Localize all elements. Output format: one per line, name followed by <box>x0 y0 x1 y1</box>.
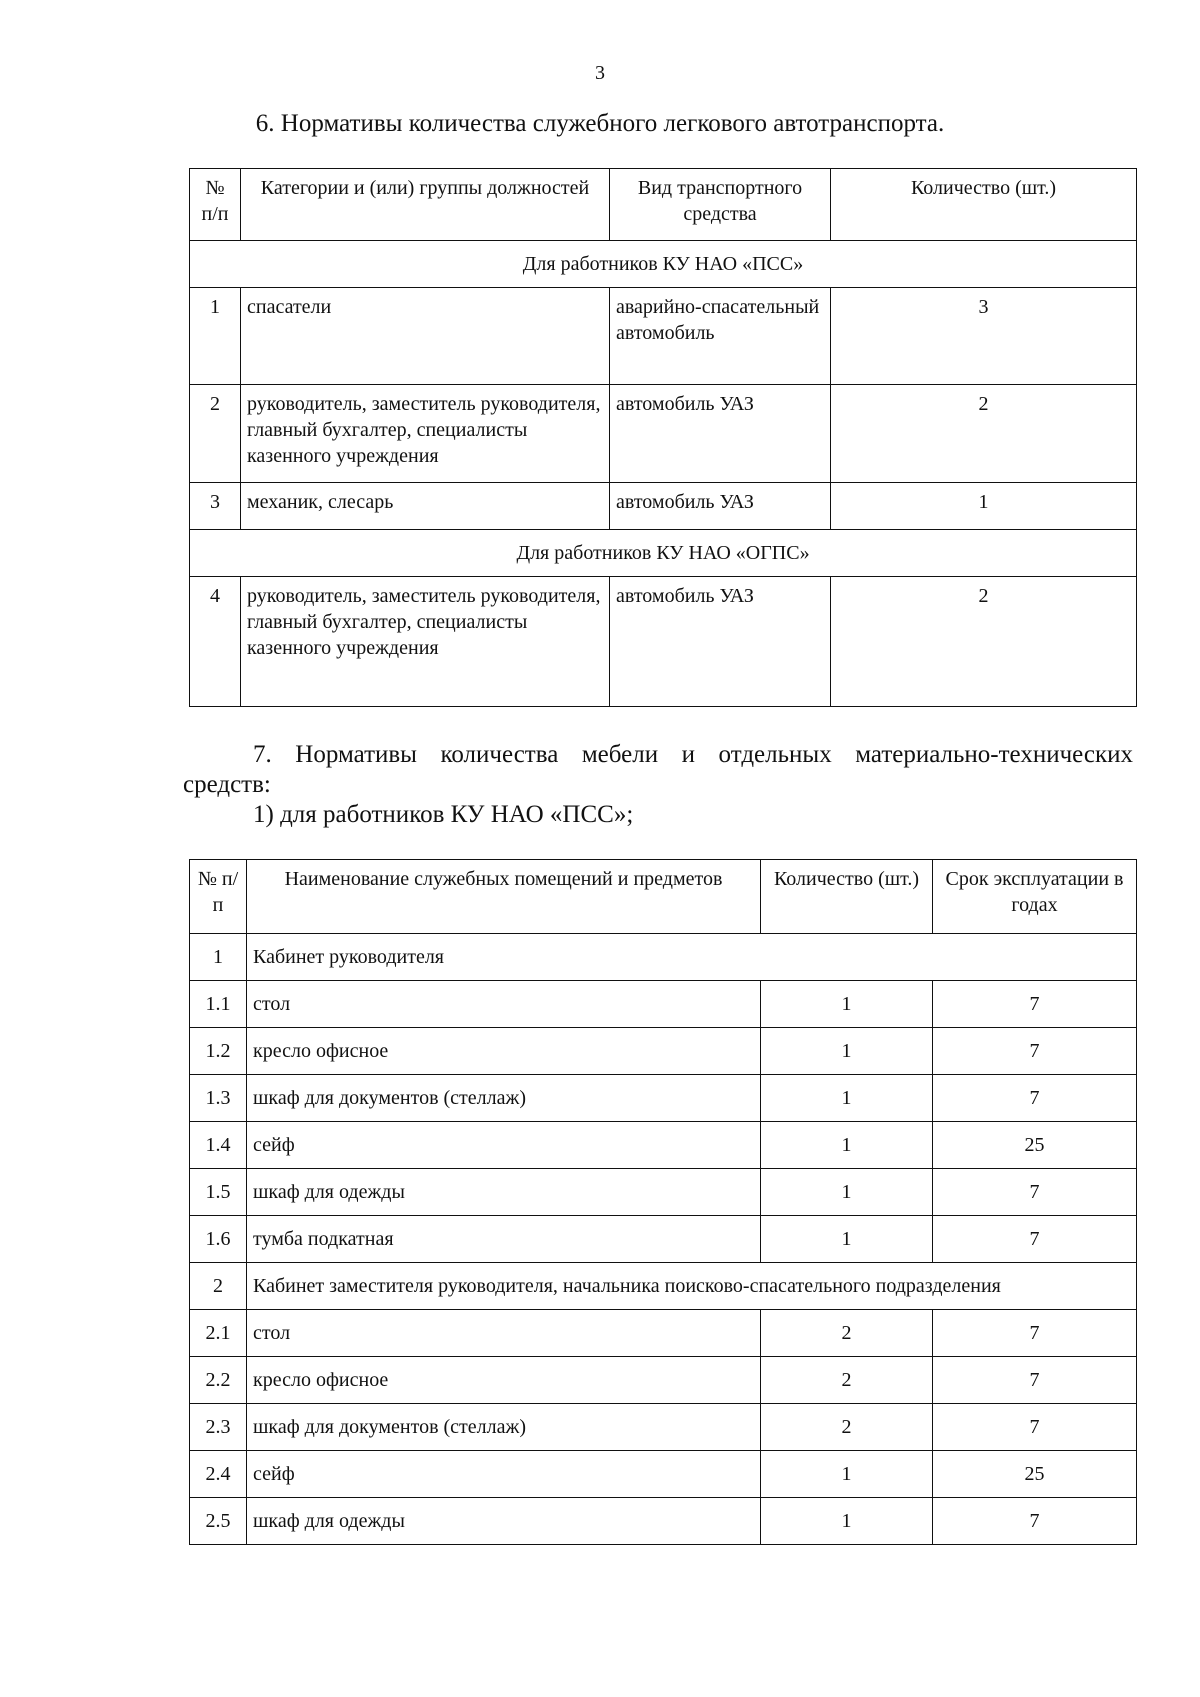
row-vehicle: автомобиль УАЗ <box>610 577 831 707</box>
row-num: 2.1 <box>190 1310 247 1357</box>
section-7-subitem: 1) для работников КУ НАО «ПСС»; <box>253 801 634 828</box>
row-name: кресло офисное <box>247 1028 761 1075</box>
header-vehicle: Вид транспортного средства <box>610 169 831 241</box>
group-row <box>190 241 1137 288</box>
group-title: Кабинет заместителя руководителя, начальника поисково-спасательного подразделения <box>247 1263 1137 1310</box>
row-num: 3 <box>190 483 241 530</box>
group-row <box>190 934 1137 981</box>
row-quantity: 1 <box>761 1216 933 1263</box>
row-quantity: 1 <box>761 1498 933 1545</box>
table-row <box>190 1404 1137 1451</box>
table-row <box>190 981 1137 1028</box>
row-term: 7 <box>933 1169 1137 1216</box>
group-title: Для работников КУ НАО «ПСС» <box>190 241 1137 288</box>
table-row <box>190 1498 1137 1545</box>
row-num: 1.5 <box>190 1169 247 1216</box>
header-quantity: Количество (шт.) <box>831 169 1137 241</box>
row-quantity: 2 <box>761 1404 933 1451</box>
row-num: 1.3 <box>190 1075 247 1122</box>
section-7-title: 7. Нормативы количества мебели и отдельных материально-технических <box>253 741 1133 768</box>
row-quantity: 1 <box>761 981 933 1028</box>
row-quantity: 2 <box>831 577 1137 707</box>
row-num: 1.1 <box>190 981 247 1028</box>
table-row <box>190 1451 1137 1498</box>
row-term: 7 <box>933 1310 1137 1357</box>
table-row <box>190 288 1137 385</box>
row-num: 2 <box>190 385 241 483</box>
row-name: тумба подкатная <box>247 1216 761 1263</box>
table-row <box>190 1310 1137 1357</box>
table-row <box>190 483 1137 530</box>
row-num: 2 <box>190 1263 247 1310</box>
header-num: № п/п <box>190 169 241 241</box>
table-row <box>190 1216 1137 1263</box>
row-category: руководитель, заместитель руководителя, главный бухгалтер, специалисты казенного учреждения <box>241 577 610 707</box>
furniture-norms-table <box>189 859 1137 1545</box>
row-quantity: 1 <box>761 1122 933 1169</box>
row-quantity: 1 <box>761 1451 933 1498</box>
header-quantity: Количество (шт.) <box>761 860 933 934</box>
row-term: 7 <box>933 981 1137 1028</box>
group-title: Кабинет руководителя <box>247 934 1137 981</box>
row-category: механик, слесарь <box>241 483 610 530</box>
header-term: Срок эксплуатации в годах <box>933 860 1137 934</box>
row-num: 4 <box>190 577 241 707</box>
section-7-title-continuation: средств: <box>183 771 271 798</box>
row-quantity: 3 <box>831 288 1137 385</box>
row-term: 7 <box>933 1075 1137 1122</box>
row-quantity: 1 <box>761 1169 933 1216</box>
row-num: 1.4 <box>190 1122 247 1169</box>
header-name: Наименование служебных помещений и предметов <box>247 860 761 934</box>
table-row <box>190 1122 1137 1169</box>
row-name: шкаф для документов (стеллаж) <box>247 1404 761 1451</box>
table-row <box>190 577 1137 707</box>
row-category: спасатели <box>241 288 610 385</box>
row-num: 1 <box>190 934 247 981</box>
table-row <box>190 385 1137 483</box>
row-vehicle: автомобиль УАЗ <box>610 483 831 530</box>
table-row <box>190 1357 1137 1404</box>
row-quantity: 2 <box>761 1310 933 1357</box>
page-number: 3 <box>595 62 605 84</box>
table-row <box>190 1169 1137 1216</box>
row-name: сейф <box>247 1451 761 1498</box>
row-name: кресло офисное <box>247 1357 761 1404</box>
row-name: шкаф для документов (стеллаж) <box>247 1075 761 1122</box>
row-name: сейф <box>247 1122 761 1169</box>
row-num: 2.2 <box>190 1357 247 1404</box>
table-header-row <box>190 860 1137 934</box>
table-header-row <box>190 169 1137 241</box>
section-6-title: 6. Нормативы количества служебного легкового автотранспорта. <box>255 110 945 137</box>
row-num: 1.6 <box>190 1216 247 1263</box>
row-term: 7 <box>933 1404 1137 1451</box>
group-title: Для работников КУ НАО «ОГПС» <box>190 530 1137 577</box>
group-row <box>190 530 1137 577</box>
row-quantity: 2 <box>831 385 1137 483</box>
row-vehicle: аварийно-спасательный автомобиль <box>610 288 831 385</box>
row-category: руководитель, заместитель руководителя, главный бухгалтер, специалисты казенного учреждения <box>241 385 610 483</box>
row-name: стол <box>247 1310 761 1357</box>
table-row <box>190 1075 1137 1122</box>
row-num: 1.2 <box>190 1028 247 1075</box>
row-term: 25 <box>933 1122 1137 1169</box>
row-term: 7 <box>933 1498 1137 1545</box>
row-num: 1 <box>190 288 241 385</box>
row-name: стол <box>247 981 761 1028</box>
header-category: Категории и (или) группы должностей <box>241 169 610 241</box>
row-quantity: 2 <box>761 1357 933 1404</box>
row-quantity: 1 <box>761 1075 933 1122</box>
row-term: 7 <box>933 1357 1137 1404</box>
group-row <box>190 1263 1137 1310</box>
row-vehicle: автомобиль УАЗ <box>610 385 831 483</box>
row-num: 2.5 <box>190 1498 247 1545</box>
row-term: 7 <box>933 1216 1137 1263</box>
header-num: № п/п <box>190 860 247 934</box>
row-num: 2.3 <box>190 1404 247 1451</box>
row-num: 2.4 <box>190 1451 247 1498</box>
row-term: 7 <box>933 1028 1137 1075</box>
vehicle-norms-table <box>189 168 1137 707</box>
row-term: 25 <box>933 1451 1137 1498</box>
row-name: шкаф для одежды <box>247 1498 761 1545</box>
row-name: шкаф для одежды <box>247 1169 761 1216</box>
row-quantity: 1 <box>761 1028 933 1075</box>
row-quantity: 1 <box>831 483 1137 530</box>
table-row <box>190 1028 1137 1075</box>
